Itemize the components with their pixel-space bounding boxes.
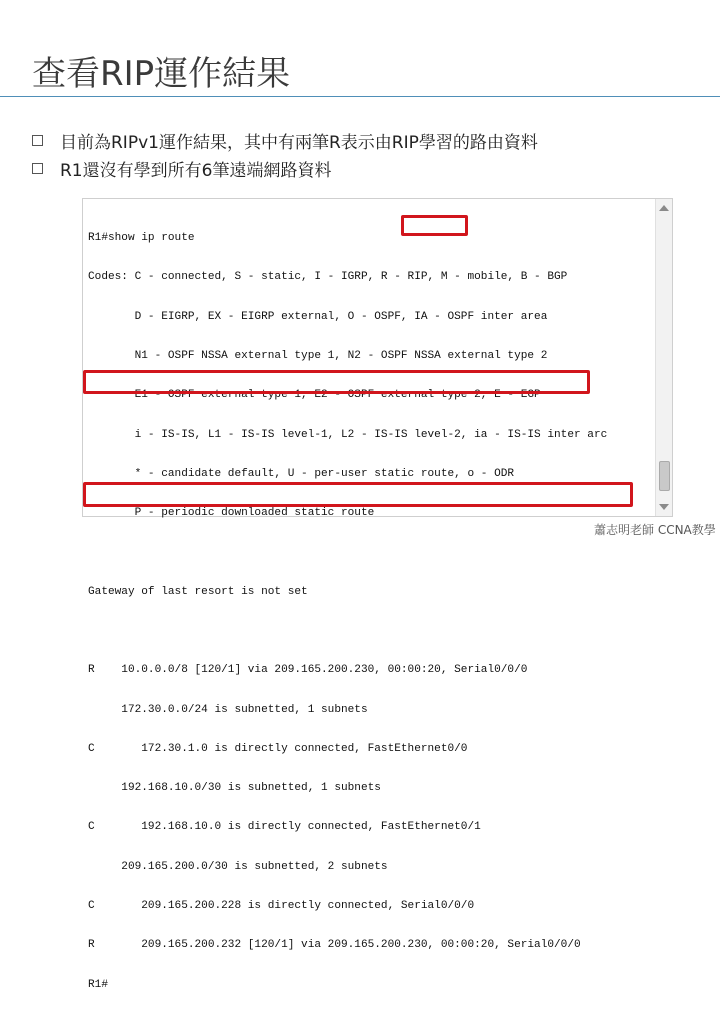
terminal-line: 209.165.200.0/30 is subnetted, 2 subnets bbox=[88, 860, 388, 873]
scroll-up-arrow-icon[interactable] bbox=[659, 205, 669, 211]
highlight-rip-route-1 bbox=[83, 370, 590, 394]
terminal-line: D - EIGRP, EX - EIGRP external, O - OSPF, IA - OSPF inter area bbox=[88, 310, 548, 323]
square-bullet-icon bbox=[32, 135, 43, 146]
terminal-line: 172.30.0.0/24 is subnetted, 1 subnets bbox=[88, 703, 368, 716]
highlight-rip-code bbox=[401, 215, 468, 236]
terminal-line: C 172.30.1.0 is directly connected, FastEthernet0/0 bbox=[88, 742, 468, 755]
bullet-list bbox=[32, 126, 538, 182]
terminal-line: Gateway of last resort is not set bbox=[88, 585, 308, 598]
terminal-line: N1 - OSPF NSSA external type 1, N2 - OSPF NSSA external type 2 bbox=[88, 350, 548, 363]
terminal-line: E1 - OSPF external type 1, E2 - OSPF external type 2, E - EGP bbox=[88, 389, 541, 402]
terminal-line: i - IS-IS, L1 - IS-IS level-1, L2 - IS-IS level-2, ia - IS-IS inter arc bbox=[88, 428, 608, 441]
footer-credit: 蕭志明老師 CCNA教學 bbox=[594, 523, 716, 537]
terminal-line: R 10.0.0.0/8 [120/1] via 209.165.200.230, 00:00:20, Serial0/0/0 bbox=[88, 664, 528, 677]
bullet-item bbox=[32, 154, 538, 182]
highlight-rip-route-2 bbox=[83, 482, 633, 507]
terminal-line bbox=[88, 546, 607, 559]
terminal-line bbox=[88, 625, 607, 638]
bullet-text: 目前為RIPv1運作結果，其中有兩筆R表示由RIP學習的路由資料 bbox=[60, 132, 538, 153]
terminal-output bbox=[88, 206, 607, 1018]
vertical-scrollbar[interactable] bbox=[655, 199, 672, 516]
scrollbar-thumb[interactable] bbox=[659, 461, 670, 491]
terminal-line: C 209.165.200.228 is directly connected, Serial0/0/0 bbox=[88, 899, 475, 912]
terminal-line: R1# bbox=[88, 978, 108, 991]
terminal-line: R1#show ip route bbox=[88, 232, 195, 245]
terminal-line: R 209.165.200.232 [120/1] via 209.165.200.230, 00:00:20, Serial0/0/0 bbox=[88, 939, 581, 952]
slide-title: 查看RIP運作結果 bbox=[32, 54, 291, 94]
bullet-item bbox=[32, 126, 538, 154]
square-bullet-icon bbox=[32, 163, 43, 174]
terminal-line: P - periodic downloaded static route bbox=[88, 507, 375, 520]
terminal-line: Codes: C - connected, S - static, I - IGRP, R - RIP, M - mobile, B - BGP bbox=[88, 271, 568, 284]
terminal-line: 192.168.10.0/30 is subnetted, 1 subnets bbox=[88, 782, 381, 795]
title-divider bbox=[0, 96, 720, 97]
scroll-down-arrow-icon[interactable] bbox=[659, 504, 669, 510]
bullet-text: R1還沒有學到所有6筆遠端網路資料 bbox=[60, 160, 332, 181]
terminal-line: C 192.168.10.0 is directly connected, FastEthernet0/1 bbox=[88, 821, 481, 834]
terminal-line: * - candidate default, U - per-user static route, o - ODR bbox=[88, 467, 515, 480]
